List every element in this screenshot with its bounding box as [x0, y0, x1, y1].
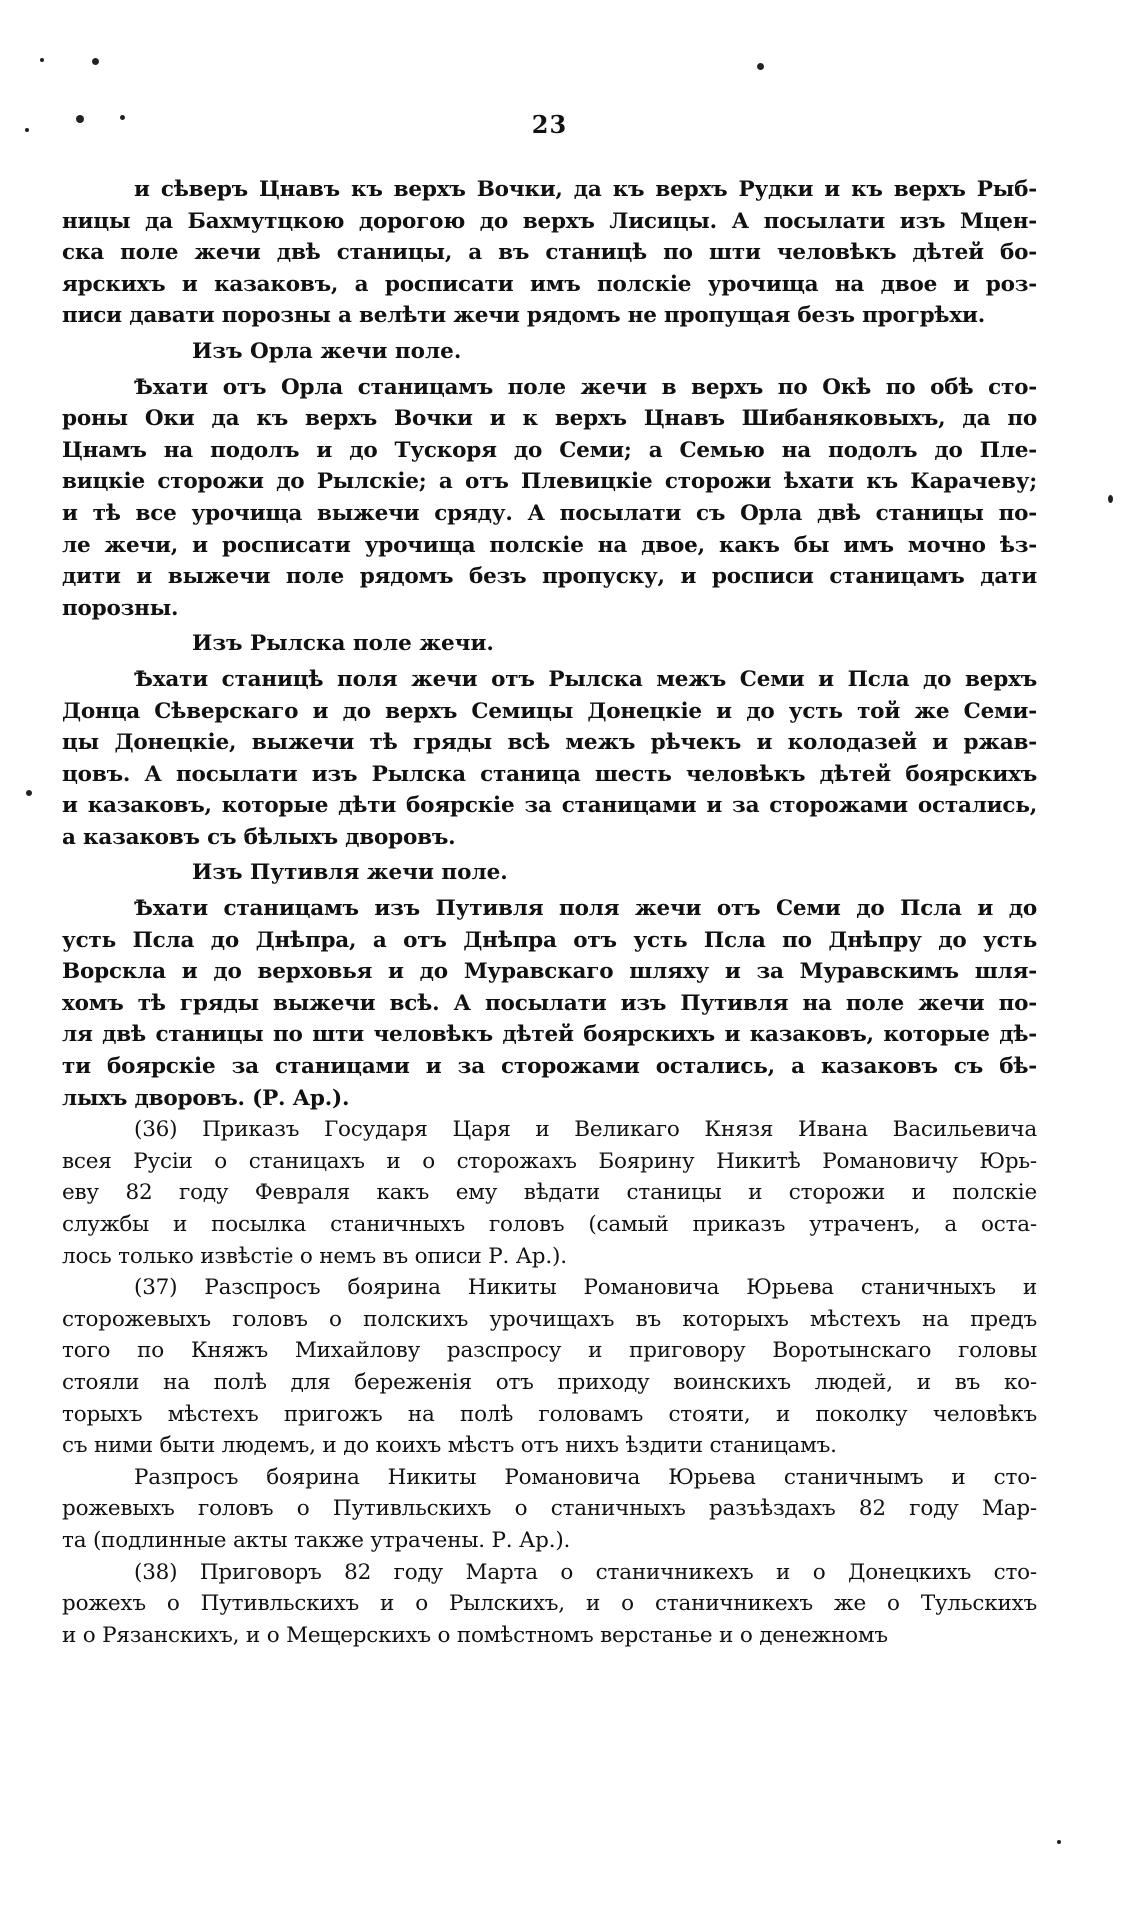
- text-line: еву 82 году Февраля какъ ему вѣдати станицы и сторожи и полскіе: [62, 1180, 1037, 1206]
- paragraph: [62, 1462, 1037, 1557]
- scan-speck: [92, 58, 99, 65]
- text-line: и о Рязанскихъ, и о Мещерскихъ о помѣстномъ верстанье и о денежномъ: [62, 1622, 888, 1648]
- page-number: 23: [531, 110, 568, 139]
- text-line: сторожевыхъ головъ о полскихъ урочищахъ въ которыхъ мѣстехъ на предъ: [62, 1306, 1037, 1332]
- text-line: ля двѣ станицы по шти человѣкъ дѣтей боярскихъ и казаковъ, которые дѣ-: [62, 1022, 1037, 1048]
- text-line: и сѣверъ Цнавъ къ верхъ Вочки, да къ верхъ Рудки и къ верхъ Рыб-: [134, 177, 1037, 202]
- paragraph: [62, 1272, 1037, 1462]
- text-line: Цнамъ на подолъ и до Тускоря до Семи; а Семью на подолъ до Пле-: [62, 437, 1037, 463]
- text-line: усть Псла до Днѣпра, а отъ Днѣпра отъ усть Псла по Днѣпру до усть: [62, 927, 1037, 953]
- scan-speck: [757, 63, 764, 70]
- text-line: Ѣхати станицамъ изъ Путивля поля жечи отъ Семи до Псла и до: [134, 896, 1037, 922]
- text-line: роны Оки да къ верхъ Вочки и к верхъ Цнавъ Шибаняковыхъ, да по: [62, 406, 1037, 432]
- text-line: того по Княжъ Михайлову разспросу и приговору Воротынскаго головы: [62, 1338, 1037, 1364]
- text-line: Донца Сѣверскаго и до верхъ Семицы Донецкіе и до усть той же Семи-: [62, 698, 1037, 724]
- text-line: и казаковъ, которые дѣти боярскіе за станицами и за сторожами остались,: [62, 793, 1037, 819]
- text-line: рожевыхъ головъ о Путивльскихъ о станичныхъ разъѣздахъ 82 году Мар-: [62, 1496, 1037, 1522]
- paragraph: [62, 1557, 1037, 1652]
- text-line: ска поле жечи двѣ станицы, а въ станицѣ по шти человѣкъ дѣтей бо-: [62, 240, 1037, 266]
- text-line: дити и выжечи поле рядомъ безъ пропуску, и росписи станицамъ дати: [62, 564, 1037, 590]
- text-line: Ѣхати станицѣ поля жечи отъ Рылска межъ Семи и Псла до верхъ: [134, 666, 1037, 692]
- text-line: съ ними быти людемъ, и до коихъ мѣстъ отъ нихъ ѣздити станицамъ.: [62, 1433, 837, 1459]
- text-line: ницы да Бахмутцкою дорогою до верхъ Лисицы. А посылати изъ Мцен-: [62, 208, 1037, 234]
- paragraph: [62, 174, 1037, 332]
- text-line: Ѣхати отъ Орла станицамъ поле жечи в верхъ по Окѣ по обѣ сто-: [134, 374, 1037, 400]
- text-line: писи давати порозны а велѣти жечи рядомъ не пропущая безъ прогрѣхи.: [62, 303, 985, 329]
- text-line: ярскихъ и казаковъ, а росписати имъ полскіе урочища на двое и роз-: [62, 271, 1037, 297]
- text-line: вицкіе сторожи до Рылскіе; а отъ Плевицкіе сторожи ѣхати къ Карачеву;: [62, 469, 1037, 495]
- text-line: лось только извѣстіе о немъ въ описи Р. Ар.).: [62, 1243, 567, 1269]
- text-line: службы и посылка станичныхъ головъ (самый приказъ утраченъ, а оста-: [62, 1212, 1037, 1237]
- section-heading: Изъ Путивля жечи поле.: [192, 860, 508, 886]
- text-line: лыхъ дворовъ. (Р. Ар.).: [62, 1085, 350, 1111]
- scan-speck: [40, 58, 44, 62]
- text-line: Разпросъ боярина Никиты Романовича Юрьева станичнымъ и сто-: [134, 1464, 1037, 1490]
- paragraph: [62, 664, 1037, 854]
- text-line: порозны.: [62, 595, 179, 621]
- paragraph: [62, 893, 1037, 1114]
- text-line: (38) Приговоръ 82 году Марта о станичникехъ и о Донецкихъ сто-: [134, 1559, 1037, 1585]
- text-line: а казаковъ съ бѣлыхъ дворовъ.: [62, 824, 456, 850]
- scan-speck: [1057, 1840, 1061, 1844]
- section-heading: Изъ Орла жечи поле.: [192, 338, 462, 364]
- text-line: и тѣ все урочища выжечи сряду. А посылати съ Орла двѣ станицы по-: [62, 500, 1037, 526]
- paragraph: [62, 372, 1037, 625]
- body-text: [62, 174, 1037, 1651]
- text-line: ле жечи, и росписати урочища полскіе на двое, какъ бы имъ мочно ѣз-: [62, 532, 1037, 558]
- text-line: (37) Разспросъ боярина Никиты Романовича Юрьева станичныхъ и: [134, 1275, 1037, 1301]
- section-heading: Изъ Рылска поле жечи.: [192, 631, 494, 657]
- text-line: торыхъ мѣстехъ пригожъ на полѣ головамъ стояти, и поколку человѣкъ: [62, 1401, 1037, 1427]
- text-line: (36) Приказъ Государя Царя и Великаго Князя Ивана Васильевича: [134, 1117, 1037, 1143]
- text-line: цы Донецкіе, выжечи тѣ гряды всѣ межъ рѣчекъ и колодазей и ржав-: [62, 730, 1037, 756]
- text-line: всея Русіи о станицахъ и о сторожахъ Боярину Никитѣ Романовичу Юрь-: [62, 1148, 1037, 1174]
- text-line: та (подлинные акты также утрачены. Р. Ар.).: [62, 1527, 571, 1553]
- scan-speck: [1108, 495, 1113, 503]
- text-line: хомъ тѣ гряды выжечи всѣ. А посылати изъ Путивля на поле жечи по-: [62, 990, 1037, 1016]
- text-line: рожехъ о Путивльскихъ и о Рылскихъ, и о станичникехъ же о Тульскихъ: [62, 1591, 1037, 1617]
- scan-speck: [25, 128, 29, 132]
- text-line: Ворскла и до верховья и до Муравскаго шляху и за Муравскимъ шля-: [62, 959, 1037, 985]
- text-line: ти боярскіе за станицами и за сторожами остались, а казаковъ съ бѣ-: [62, 1054, 1037, 1080]
- scan-speck: [26, 790, 32, 796]
- text-line: стояли на полѣ для береженія отъ приходу воинскихъ людей, и въ ко-: [62, 1369, 1037, 1395]
- text-line: цовъ. А посылати изъ Рылска станица шесть человѣкъ дѣтей боярскихъ: [62, 761, 1037, 787]
- paragraph: [62, 1114, 1037, 1272]
